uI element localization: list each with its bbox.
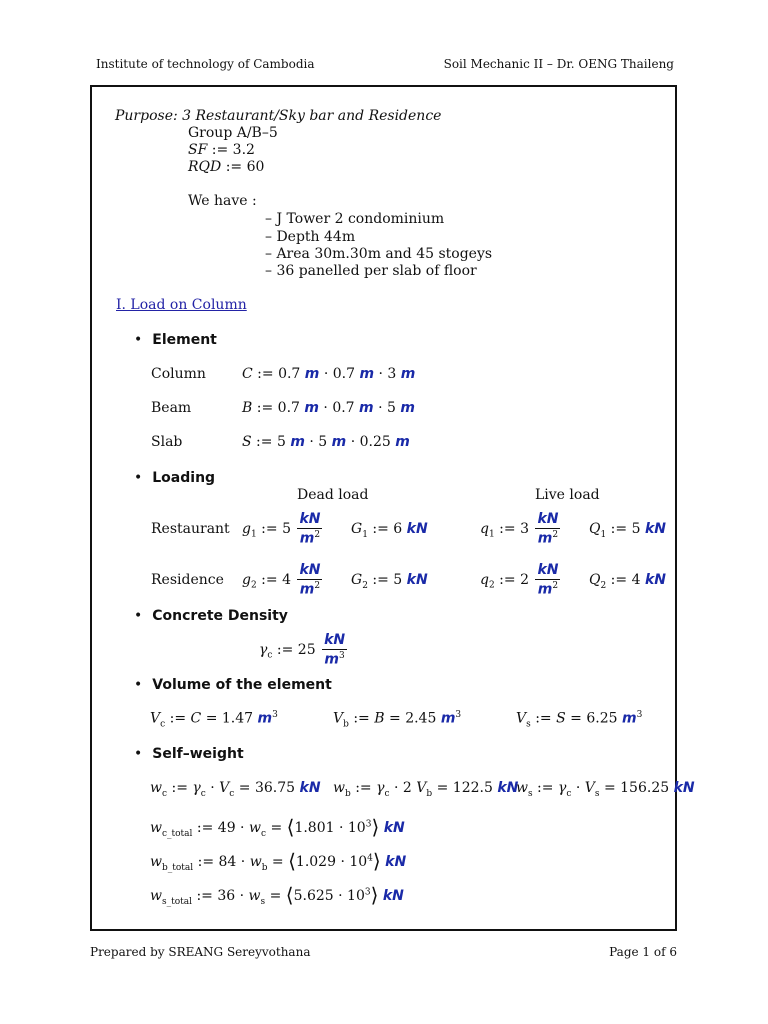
element-label-column: Column xyxy=(151,366,206,382)
element-label-beam: Beam xyxy=(151,400,192,416)
bullet-selfweight: • Self–weight xyxy=(134,746,244,762)
purpose-title: Purpose: 3 Restaurant/Sky bar and Residence xyxy=(115,108,442,124)
total-slab: $w_{s\_total}$ := $36 \cdot w_s$ = ⟨5.625 · $10^3⟩$ kN xyxy=(150,883,404,907)
sf-line: SF := 3.2 xyxy=(188,142,255,158)
q2-formula: $q_2$ := 2 $\frac{kN}{m^2}$ xyxy=(480,562,559,598)
G2-formula: $G_2$ := 5 kN xyxy=(351,572,428,591)
bullet-volume: • Volume of the element xyxy=(134,677,332,693)
we-have-item: – Area 30m.30m and 45 stogeys xyxy=(265,246,493,262)
live-load-heading: Live load xyxy=(535,487,600,503)
rqd-value: 60 xyxy=(246,159,265,175)
element-formula-column: C := 0.7 m · 0.7 m · 3 m xyxy=(242,366,416,382)
header-course: Soil Mechanic II – Dr. OENG Thaileng xyxy=(443,57,674,71)
loading-label-restaurant: Restaurant xyxy=(151,521,230,537)
G1-formula: $G_1$ := 6 kN xyxy=(351,521,428,540)
volume-column: $V_c$ := C = 1.47 $m^3$ xyxy=(150,710,278,730)
bullet-element: • Element xyxy=(134,332,217,348)
we-have-label: We have : xyxy=(188,193,257,209)
volume-beam: $V_b$ := B = 2.45 $m^3$ xyxy=(333,710,462,730)
rqd-symbol: RQD xyxy=(188,159,222,175)
element-formula-slab: S := 5 m · 5 m · 0.25 m xyxy=(242,434,410,450)
Q1-formula: $Q_1$ := 5 kN xyxy=(589,521,666,540)
bullet-loading: • Loading xyxy=(134,470,216,486)
density-formula: $\gamma_c$ := 25 $\frac{kN}{m^3}$ xyxy=(259,632,346,668)
Q2-formula: $Q_2$ := 4 kN xyxy=(589,572,666,591)
selfweight-slab: $w_s$ := $\gamma_c \cdot V_s = 156.25$ kN xyxy=(516,780,695,799)
header-institute: Institute of technology of Cambodia xyxy=(96,57,315,71)
g2-formula: $g_2$ := 4 $\frac{kN}{m^2}$ xyxy=(242,562,321,598)
element-formula-beam: B := 0.7 m · 0.7 m · 5 m xyxy=(242,400,415,416)
loading-label-residence: Residence xyxy=(151,572,224,588)
we-have-item: – Depth 44m xyxy=(265,229,356,245)
volume-slab: $V_s$ := S = 6.25 $m^3$ xyxy=(516,710,643,730)
total-beam: $w_{b\_total}$ := $84 \cdot w_b$ = ⟨1.029 · $10^4⟩$ kN xyxy=(150,849,407,873)
element-label-slab: Slab xyxy=(151,434,183,450)
sf-symbol: SF xyxy=(188,142,208,158)
selfweight-beam: $w_b$ := $\gamma_c \cdot 2$ $V_b = 122.5$ kN xyxy=(333,780,519,799)
bullet-density: • Concrete Density xyxy=(134,608,288,624)
section-title: I. Load on Column xyxy=(116,297,247,313)
we-have-item: – 36 panelled per slab of floor xyxy=(265,263,477,279)
footer-author: Prepared by SREANG Sereyvothana xyxy=(90,945,311,959)
we-have-item: – J Tower 2 condominium xyxy=(265,211,445,227)
sf-value: 3.2 xyxy=(232,142,255,158)
g1-formula: $g_1$ := 5 $\frac{kN}{m^2}$ xyxy=(242,511,321,547)
rqd-line: RQD := 60 xyxy=(188,159,265,175)
q1-formula: $q_1$ := 3 $\frac{kN}{m^2}$ xyxy=(480,511,559,547)
selfweight-column: $w_c$ := $\gamma_c \cdot V_c = 36.75$ kN xyxy=(150,780,321,799)
group-line: Group A/B–5 xyxy=(188,125,278,141)
dead-load-heading: Dead load xyxy=(297,487,369,503)
footer-page-number: Page 1 of 6 xyxy=(609,945,677,959)
total-column: $w_{c\_total}$ := $49 \cdot w_c$ = ⟨1.801 · $10^3⟩$ kN xyxy=(150,815,405,839)
